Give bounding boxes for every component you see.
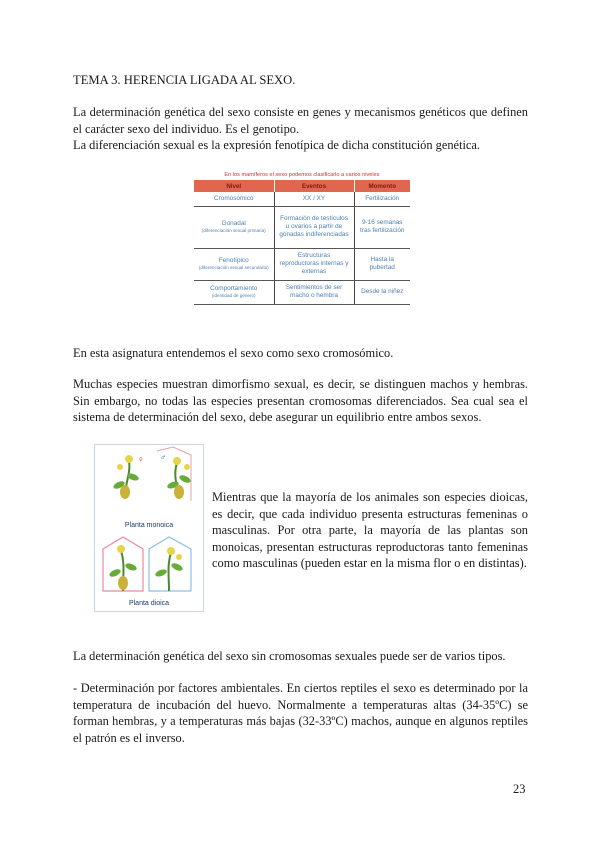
cell-nivel: Cromosómico — [194, 192, 274, 206]
header-momento: Momento — [354, 180, 410, 192]
paragraph-dimorphism: Muchas especies muestran dimorfismo sexual, es decir, se distinguen machos y hembras. Sin embargo, no todas las especies presentan cromosomas diferenciados. Sea cual sea el sistema de determinación del sexo, debe asegurar un equilibrio entre ambos sexos. — [73, 377, 528, 424]
table-caption: En los mamíferos el sexo podemos clasificarlo a varios niveles — [224, 172, 380, 178]
paragraph-phenotype: La diferenciación sexual es la expresión fenotípica de dicha constitución genética. — [73, 138, 480, 152]
table-row — [194, 192, 410, 206]
header-nivel: Nivel — [194, 180, 274, 192]
sex-levels-table — [194, 180, 410, 305]
cell-eventos: Estructuras reproductoras internas y externas — [274, 248, 354, 280]
label-monoica: Planta monoica — [124, 522, 174, 529]
paragraph-dioica-monoica: Mientras que la mayoría de los animales son especies dioicas, es decir, que cada individuo presenta estructuras femeninas o masculinas. Por otra parte, la mayoría de las plantas son monoicas, presentan estructuras reproductoras tanto femeninas como masculinas (pueden estar en la misma flor o en distintas). — [212, 490, 528, 570]
svg-text:♂: ♂ — [161, 455, 166, 461]
cell-eventos: Formación de testículos u ovarios a partir de gónadas indiferenciadas — [274, 206, 354, 248]
table-row — [194, 248, 410, 280]
label-dioica: Planta dioica — [128, 600, 170, 607]
plant-illustration — [95, 445, 203, 611]
cell-nivel: Gonadal (diferenciación sexual primaria) — [194, 206, 274, 248]
dioica-plants — [103, 537, 191, 591]
cell-momento: Hasta la pubertad — [354, 248, 410, 280]
cell-momento: Desde la niñez — [354, 280, 410, 304]
table-row — [194, 280, 410, 304]
cell-momento: Fertilización — [354, 192, 410, 206]
cell-eventos: Sentimientos de ser macho o hembra — [274, 280, 354, 304]
page-title: TEMA 3. HERENCIA LIGADA AL SEXO. — [73, 73, 296, 87]
svg-text:♀: ♀ — [139, 457, 143, 463]
cell-nivel: Fenotípico (diferenciación sexual secundaria) — [194, 248, 274, 280]
paragraph-environmental-factors: - Determinación por factores ambientales. En ciertos reptiles el sexo es determinado por la temperatura de incubación del huevo. Normalmente a temperaturas altas (34-35ºC) se forman hembras, y a temperaturas más bajas (32-33ºC) machos, aunque en algunos reptiles el patrón es el inverso. — [73, 681, 528, 745]
plant-figure — [94, 444, 204, 612]
table-row — [194, 206, 410, 248]
cell-nivel: Comportamiento (identidad de género) — [194, 280, 274, 304]
cell-eventos: XX / XY — [274, 192, 354, 206]
paragraph-sex-determination: La determinación genética del sexo sin cromosomas sexuales puede ser de varios tipos. — [73, 649, 506, 663]
cell-momento: 9-16 semanas tras fertilización — [354, 206, 410, 248]
page-number: 23 — [513, 782, 526, 796]
paragraph-chromosomal-sex: En esta asignatura entendemos el sexo como sexo cromosómico. — [73, 346, 394, 360]
paragraph-genotype: La determinación genética del sexo consiste en genes y mecanismos genéticos que definen el carácter sexo del individuo. Es el genotipo. — [73, 105, 528, 136]
table-header-row — [194, 180, 410, 192]
sex-levels-figure — [194, 170, 410, 305]
monoica-plant — [112, 447, 191, 501]
header-eventos: Eventos — [274, 180, 354, 192]
